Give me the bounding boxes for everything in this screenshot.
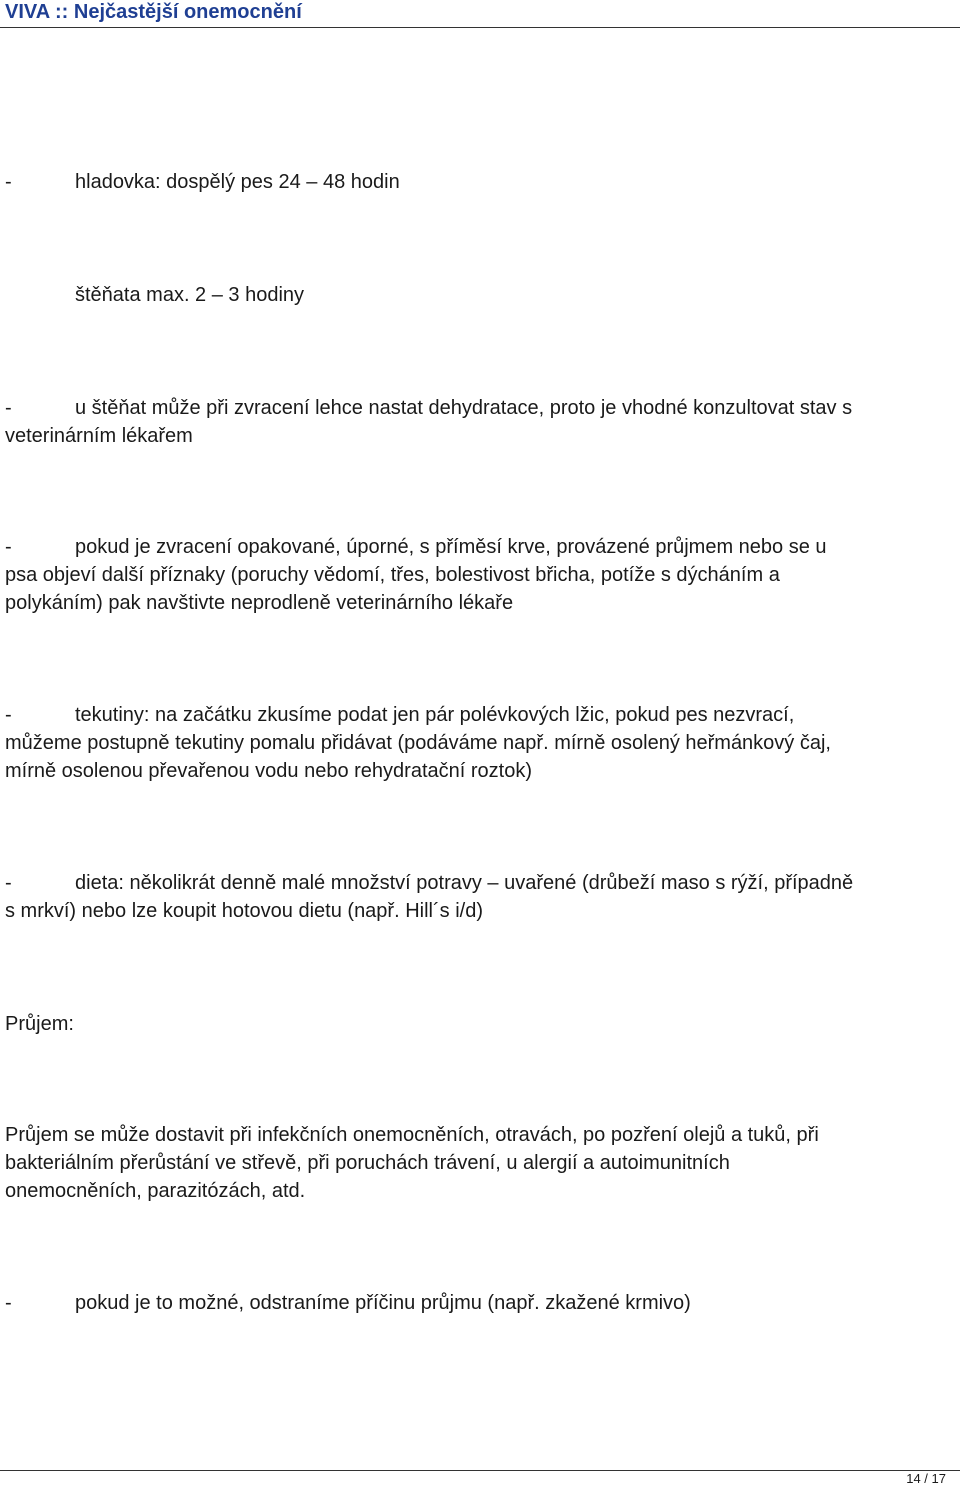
page-number: 14 / 17 [906, 1471, 946, 1486]
puppies-note-text: štěňata max. 2 – 3 hodiny [75, 284, 305, 306]
bullet-text-line3: polykáním) pak navštivte neprodleně veterinárního lékaře [5, 592, 514, 614]
paragraph-line2: bakteriálním přerůstání ve střevě, při poruchách trávení, u alergií a autoimunitních [5, 1152, 730, 1174]
header-divider [0, 27, 960, 28]
bullet-dash: - [5, 536, 12, 558]
bullet-text-line1: u štěňat může při zvracení lehce nastat dehydratace, proto je vhodné konzultovat stav s [75, 397, 853, 419]
bullet-dash: - [5, 872, 12, 894]
bullet-fasting [5, 168, 955, 196]
bullet-text-line1: pokud je zvracení opakované, úporné, s příměsí krve, provázené průjmem nebo se u [75, 536, 827, 558]
bullet-dash: - [5, 1292, 12, 1314]
diarrhea-causes-paragraph [5, 1121, 955, 1205]
paragraph-line3: onemocněních, parazitózách, atd. [5, 1180, 306, 1202]
footer-divider [0, 1470, 960, 1471]
bullet-text-line1: tekutiny: na začátku zkusíme podat jen pár polévkových lžic, pokud pes nezvrací, [75, 704, 795, 726]
bullet-text-line2: můžeme postupně tekutiny pomalu přidávat (podáváme např. mírně osolený heřmánkový čaj, [5, 732, 831, 754]
bullet-fluids [5, 701, 955, 785]
bullet-text-line3: mírně osolenou převařenou vodu nebo rehydratační roztok) [5, 760, 532, 782]
bullet-text-line2: veterinárním lékařem [5, 425, 193, 447]
bullet-dehydration [5, 394, 955, 450]
section-heading-diarrhea: Průjem: [5, 1013, 74, 1035]
bullet-text: hladovka: dospělý pes 24 – 48 hodin [75, 171, 400, 193]
bullet-text-line1: dieta: několikrát denně malé množství potravy – uvařené (drůbeží maso s rýží, případně [75, 872, 854, 894]
bullet-dash: - [5, 397, 12, 419]
bullet-text-line2: s mrkví) nebo lze koupit hotovou dietu (např. Hill´s i/d) [5, 900, 483, 922]
bullet-remove-cause [5, 1289, 955, 1317]
bullet-diet [5, 869, 955, 925]
bullet-dash: - [5, 171, 12, 193]
bullet-dash: - [5, 704, 12, 726]
bullet-text: pokud je to možné, odstraníme příčinu průjmu (např. zkažené krmivo) [75, 1292, 691, 1314]
bullet-repeated-vomiting [5, 533, 955, 617]
bullet-text-line2: psa objeví další příznaky (poruchy vědomí, třes, bolestivost břicha, potíže s dýcháním a [5, 564, 780, 586]
paragraph-line1: Průjem se může dostavit při infekčních onemocněních, otravách, po pozření olejů a tuků, při [5, 1124, 819, 1146]
puppies-note [5, 281, 955, 309]
page-header-title: VIVA :: Nejčastější onemocnění [5, 1, 302, 23]
